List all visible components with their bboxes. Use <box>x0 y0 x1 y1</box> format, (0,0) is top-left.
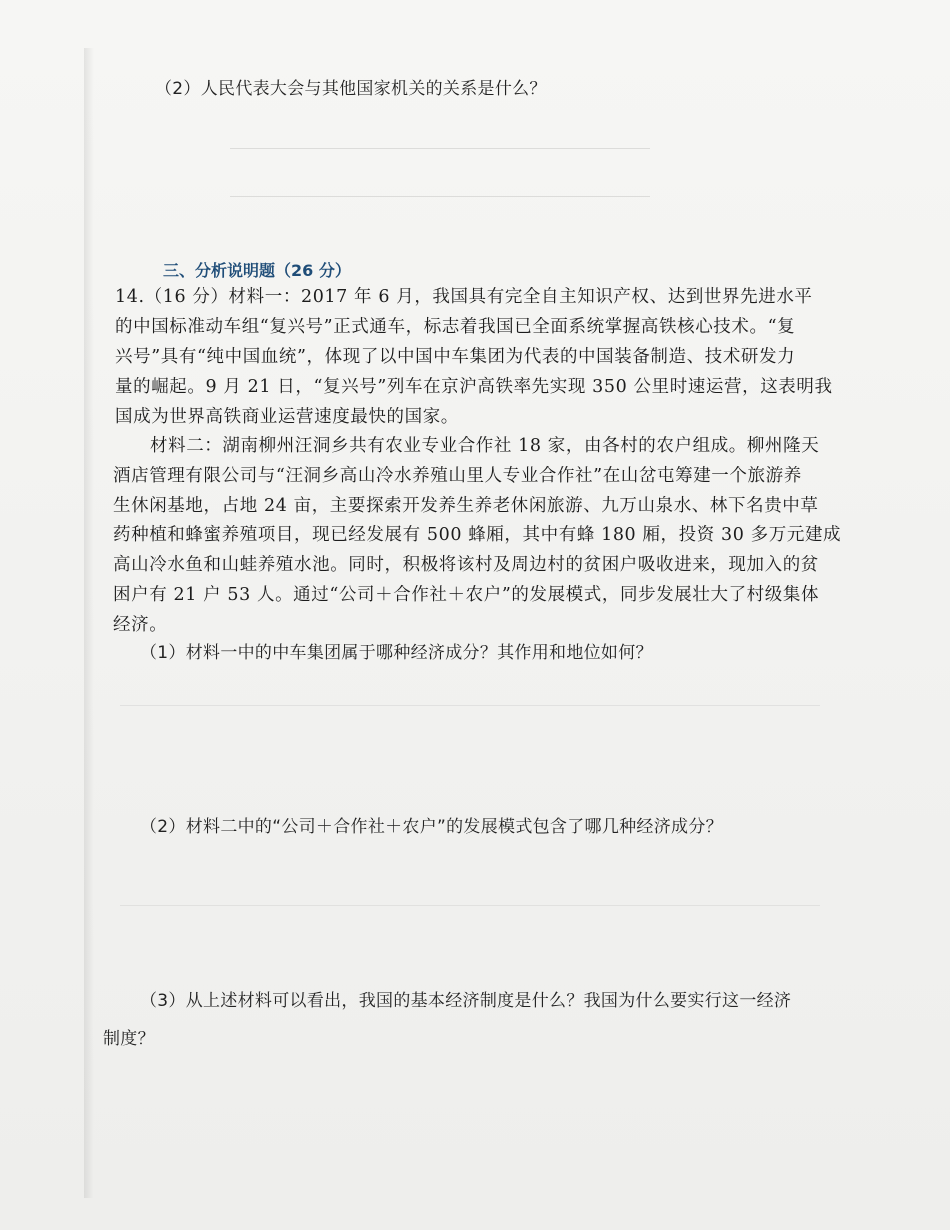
section-title-text: 三、分析说明题 <box>163 261 276 280</box>
q14-sub-question-1: （1）材料一中的中车集团属于哪种经济成分？其作用和地位如何？ <box>140 643 653 663</box>
bleed-through-rule <box>120 705 820 706</box>
q14-line-1: 14.（16 分）材料一：2017 年 6 月，我国具有完全自主知识产权、达到世界先进水平 <box>115 287 813 307</box>
page-edge-shadow <box>84 48 94 1198</box>
bleed-through-rule <box>120 905 820 906</box>
q14-line-11: 困户有 21 户 53 人。通过“公司＋合作社＋农户”的发展模式，同步发展壮大了村级集体 <box>113 585 820 605</box>
q14-sub-question-2: （2）材料二中的“公司＋合作社＋农户”的发展模式包含了哪几种经济成分？ <box>140 817 723 837</box>
q14-sub-question-3: （3）从上述材料可以看出，我国的基本经济制度是什么？我国为什么要实行这一经济 <box>140 991 792 1011</box>
q14-line-6: 材料二：湖南柳州汪洞乡共有农业专业合作社 18 家，由各村的农户组成。柳州隆天 <box>150 436 820 456</box>
section-score: （26 分） <box>275 261 351 280</box>
q14-line-7: 酒店管理有限公司与“汪洞乡高山冷水养殖山里人专业合作社”在山岔屯筹建一个旅游养 <box>113 466 802 486</box>
q14-line-5: 国成为世界高铁商业运营速度最快的国家。 <box>115 407 459 427</box>
q14-line-9: 药种植和蜂蜜养殖项目，现已经发展有 500 蜂厢，其中有蜂 180 厢，投资 30 多万元建成 <box>113 525 842 545</box>
q14-line-10: 高山冷水鱼和山蛙养殖水池。同时，积极将该村及周边村的贫困户吸收进来，现加入的贫 <box>113 555 819 575</box>
q14-line-8: 生休闲基地，占地 24 亩，主要探索开发养生养老休闲旅游、九万山泉水、林下名贵中草 <box>113 496 819 516</box>
q14-line-4: 量的崛起。9 月 21 日，“复兴号”列车在京沪高铁率先实现 350 公里时速运营，这表明我 <box>115 377 833 397</box>
bleed-through-rule <box>230 148 650 149</box>
section-title <box>163 258 351 281</box>
q14-line-3: 兴号”具有“纯中国血统”，体现了以中国中车集团为代表的中国装备制造、技术研发力 <box>115 347 796 367</box>
bleed-through-rule <box>230 196 650 197</box>
q14-line-12: 经济。 <box>113 615 168 635</box>
q14-sub-question-3-cont: 制度？ <box>103 1029 155 1049</box>
question-13-part-2: （2）人民代表大会与其他国家机关的关系是什么？ <box>155 79 547 99</box>
q14-line-2: 的中国标准动车组“复兴号”正式通车，标志着我国已全面系统掌握高铁核心技术。“复 <box>115 317 796 337</box>
